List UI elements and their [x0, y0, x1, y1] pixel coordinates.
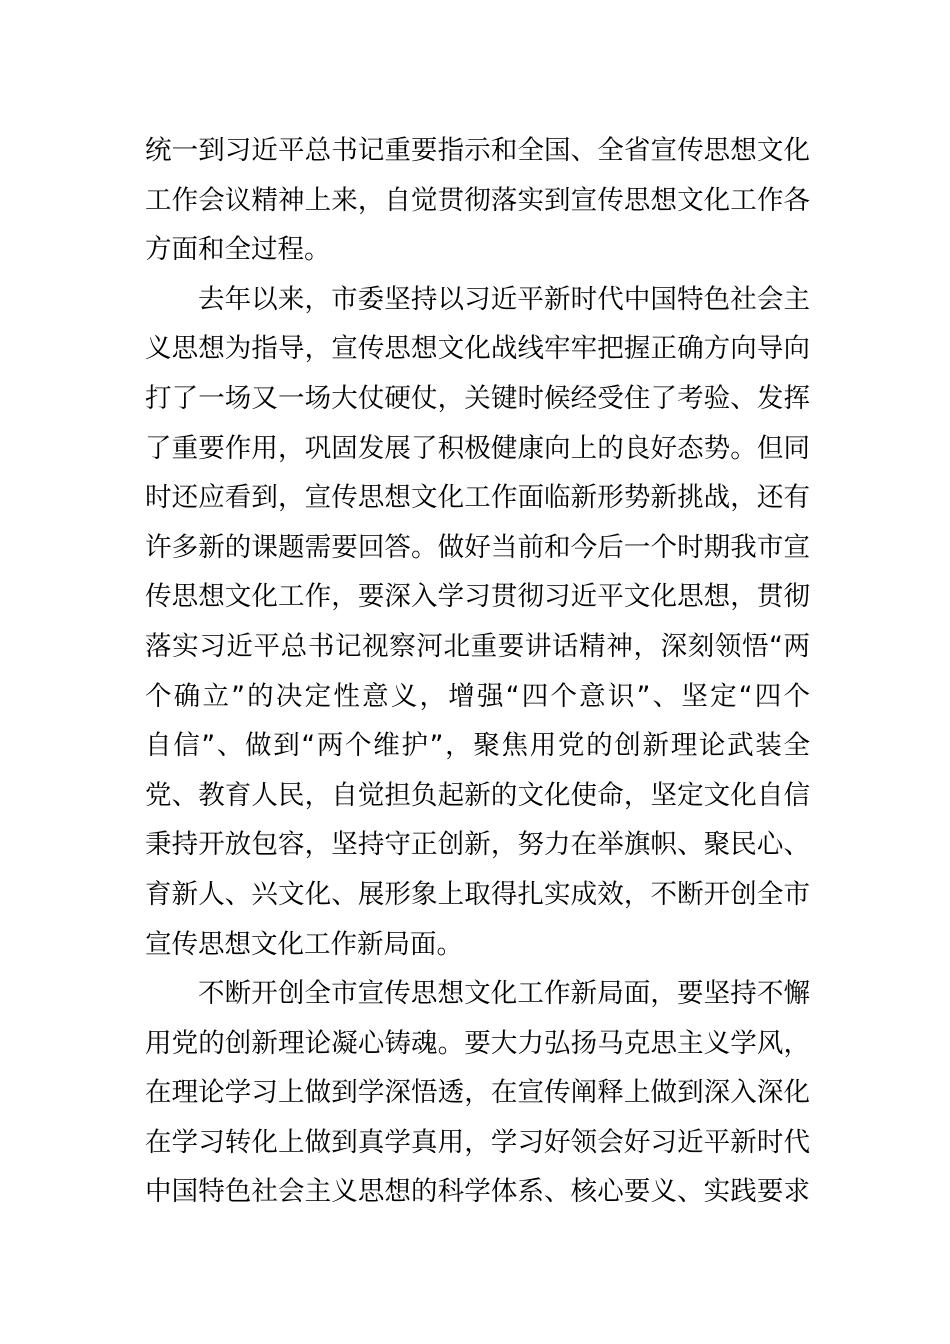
- paragraph-first-line: 去年以来，市委坚持以习近平新时代中国特色社会主: [198, 283, 810, 315]
- text-line: 方面和全过程。: [145, 234, 331, 266]
- text-line: 宣传思想文化工作新局面。: [145, 928, 463, 960]
- text-line: 个确立”的决定性意义，增强“四个意识”、坚定“四个: [145, 680, 810, 712]
- text-line: 了重要作用，巩固发展了积极健康向上的良好态势。但同: [145, 432, 810, 464]
- paragraph-first-line: 不断开创全市宣传思想文化工作新局面，要坚持不懈: [198, 978, 810, 1010]
- text-line: 许多新的课题需要回答。做好当前和今后一个时期我市宣: [145, 531, 810, 563]
- text-line: 工作会议精神上来，自觉贯彻落实到宣传思想文化工作各: [145, 184, 810, 216]
- text-line: 中国特色社会主义思想的科学体系、核心要义、实践要求: [145, 1176, 810, 1208]
- text-line: 统一到习近平总书记重要指示和全国、全省宣传思想文化: [145, 135, 810, 166]
- text-line: 育新人、兴文化、展形象上取得扎实成效，不断开创全市: [145, 878, 810, 910]
- text-line: 在学习转化上做到真学真用，学习好领会好习近平新时代: [145, 1126, 810, 1158]
- text-line: 自信”、做到“两个维护”，聚焦用党的创新理论武装全: [145, 730, 810, 762]
- text-line: 传思想文化工作，要深入学习贯彻习近平文化思想，贯彻: [145, 581, 810, 613]
- text-line: 义思想为指导，宣传思想文化战线牢牢把握正确方向导向: [145, 333, 810, 365]
- text-line: 党、教育人民，自觉担负起新的文化使命，坚定文化自信: [145, 779, 810, 811]
- text-line: 秉持开放包容，坚持守正创新，努力在举旗帜、聚民心、: [145, 829, 810, 861]
- text-line: 在理论学习上做到学深悟透，在宣传阐释上做到深入深化: [145, 1077, 810, 1109]
- body-text: [145, 126, 810, 1217]
- text-line: 用党的创新理论凝心铸魂。要大力弘扬马克思主义学风，: [145, 1027, 810, 1059]
- text-line: 打了一场又一场大仗硬仗，关键时候经受住了考验、发挥: [145, 382, 810, 414]
- text-line: 时还应看到，宣传思想文化工作面临新形势新挑战，还有: [145, 482, 810, 514]
- text-line: 落实习近平总书记视察河北重要讲话精神，深刻领悟“两: [145, 630, 810, 662]
